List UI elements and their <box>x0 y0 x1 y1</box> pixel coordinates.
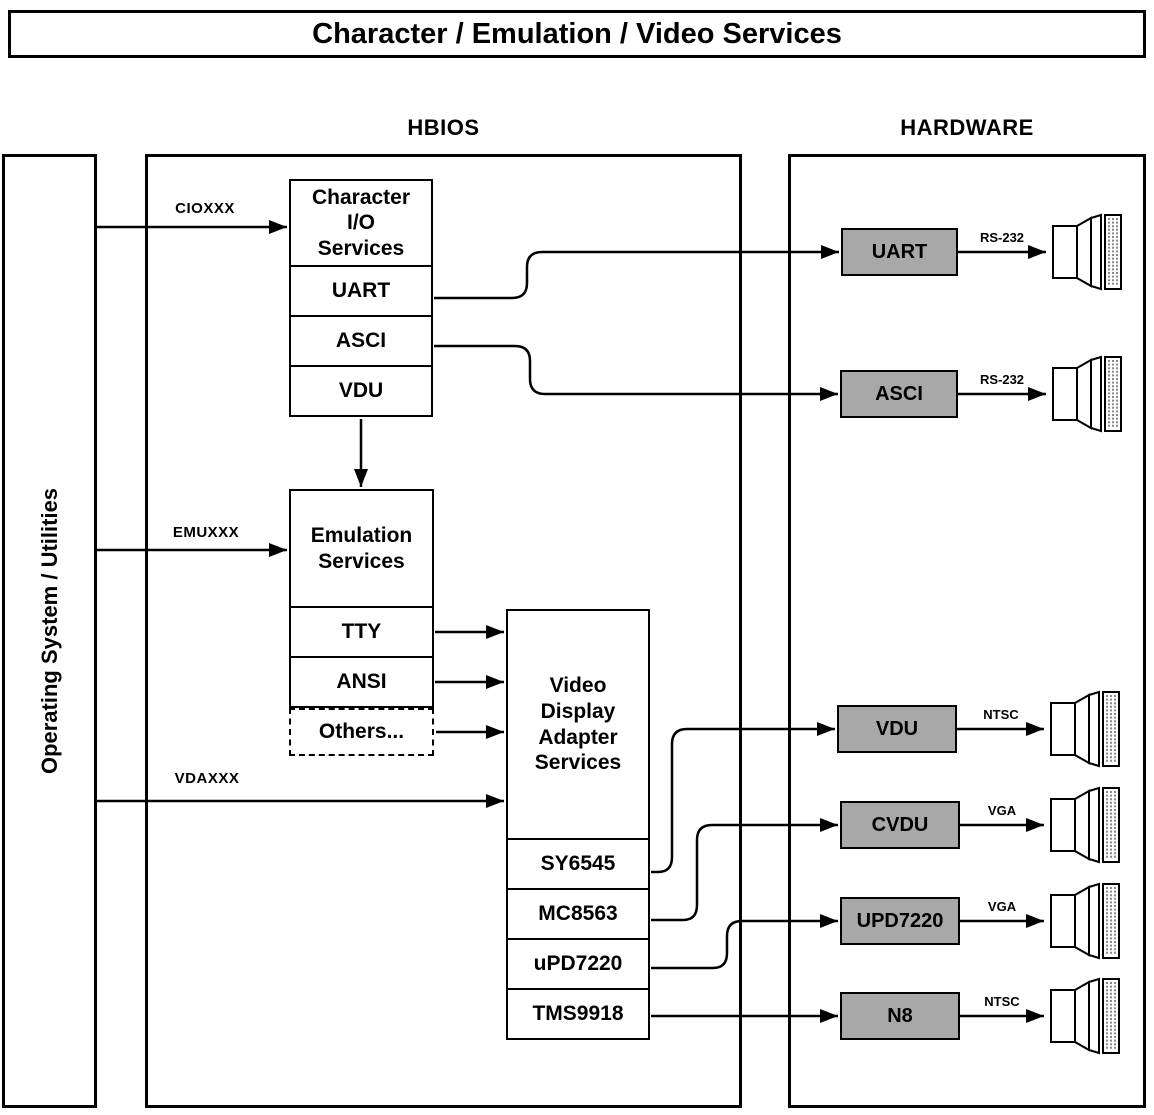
hardware-container <box>788 154 1146 1108</box>
row-tty: TTY <box>291 606 432 656</box>
row-ansi: ANSI <box>291 656 432 706</box>
row-tms9918: TMS9918 <box>508 988 648 1038</box>
signal-ntsc-n8: NTSC <box>984 994 1020 1009</box>
hw-asci-box: ASCI <box>840 370 958 418</box>
hbios-container <box>145 154 742 1108</box>
hw-upd7220-box: UPD7220 <box>840 897 960 945</box>
character-io-services-title: Character I/O Services <box>311 185 411 260</box>
row-asci-driver: ASCI <box>291 315 431 365</box>
row-mc8563: MC8563 <box>508 888 648 938</box>
signal-rs232-uart: RS-232 <box>979 230 1025 245</box>
hw-cvdu-box: CVDU <box>840 801 960 849</box>
os-utilities-label: Operating System / Utilities <box>36 487 62 775</box>
signal-rs232-asci: RS-232 <box>979 372 1025 387</box>
emulation-services-box <box>289 489 434 708</box>
hardware-section-label: HARDWARE <box>900 115 1034 140</box>
character-io-services-box <box>289 179 433 417</box>
hw-vdu-box: VDU <box>837 705 957 753</box>
row-uart-driver: UART <box>291 265 431 315</box>
signal-vga-upd7220: VGA <box>987 899 1017 914</box>
row-upd7220: uPD7220 <box>508 938 648 988</box>
hw-n8-box: N8 <box>840 992 960 1040</box>
page-title: Character / Emulation / Video Services <box>312 17 842 50</box>
hw-uart-box: UART <box>841 228 958 276</box>
row-sy6545: SY6545 <box>508 838 648 888</box>
title-box <box>8 10 1146 58</box>
emuxxx-label: EMUXXX <box>172 524 240 541</box>
video-display-adapter-services-title: Video Display Adapter Services <box>534 674 622 775</box>
vdaxxx-label: VDAXXX <box>174 770 240 787</box>
signal-vga-cvdu: VGA <box>987 803 1017 818</box>
video-display-adapter-services-box <box>506 609 650 1040</box>
emulation-services-title: Emulation Services <box>310 523 413 573</box>
cioxxx-label: CIOXXX <box>175 200 235 217</box>
os-utilities-box <box>2 154 97 1108</box>
row-others-dashed: Others... <box>289 708 434 756</box>
signal-ntsc-vdu: NTSC <box>983 707 1019 722</box>
row-vdu-driver: VDU <box>291 365 431 415</box>
hbios-section-label: HBIOS <box>407 115 480 140</box>
